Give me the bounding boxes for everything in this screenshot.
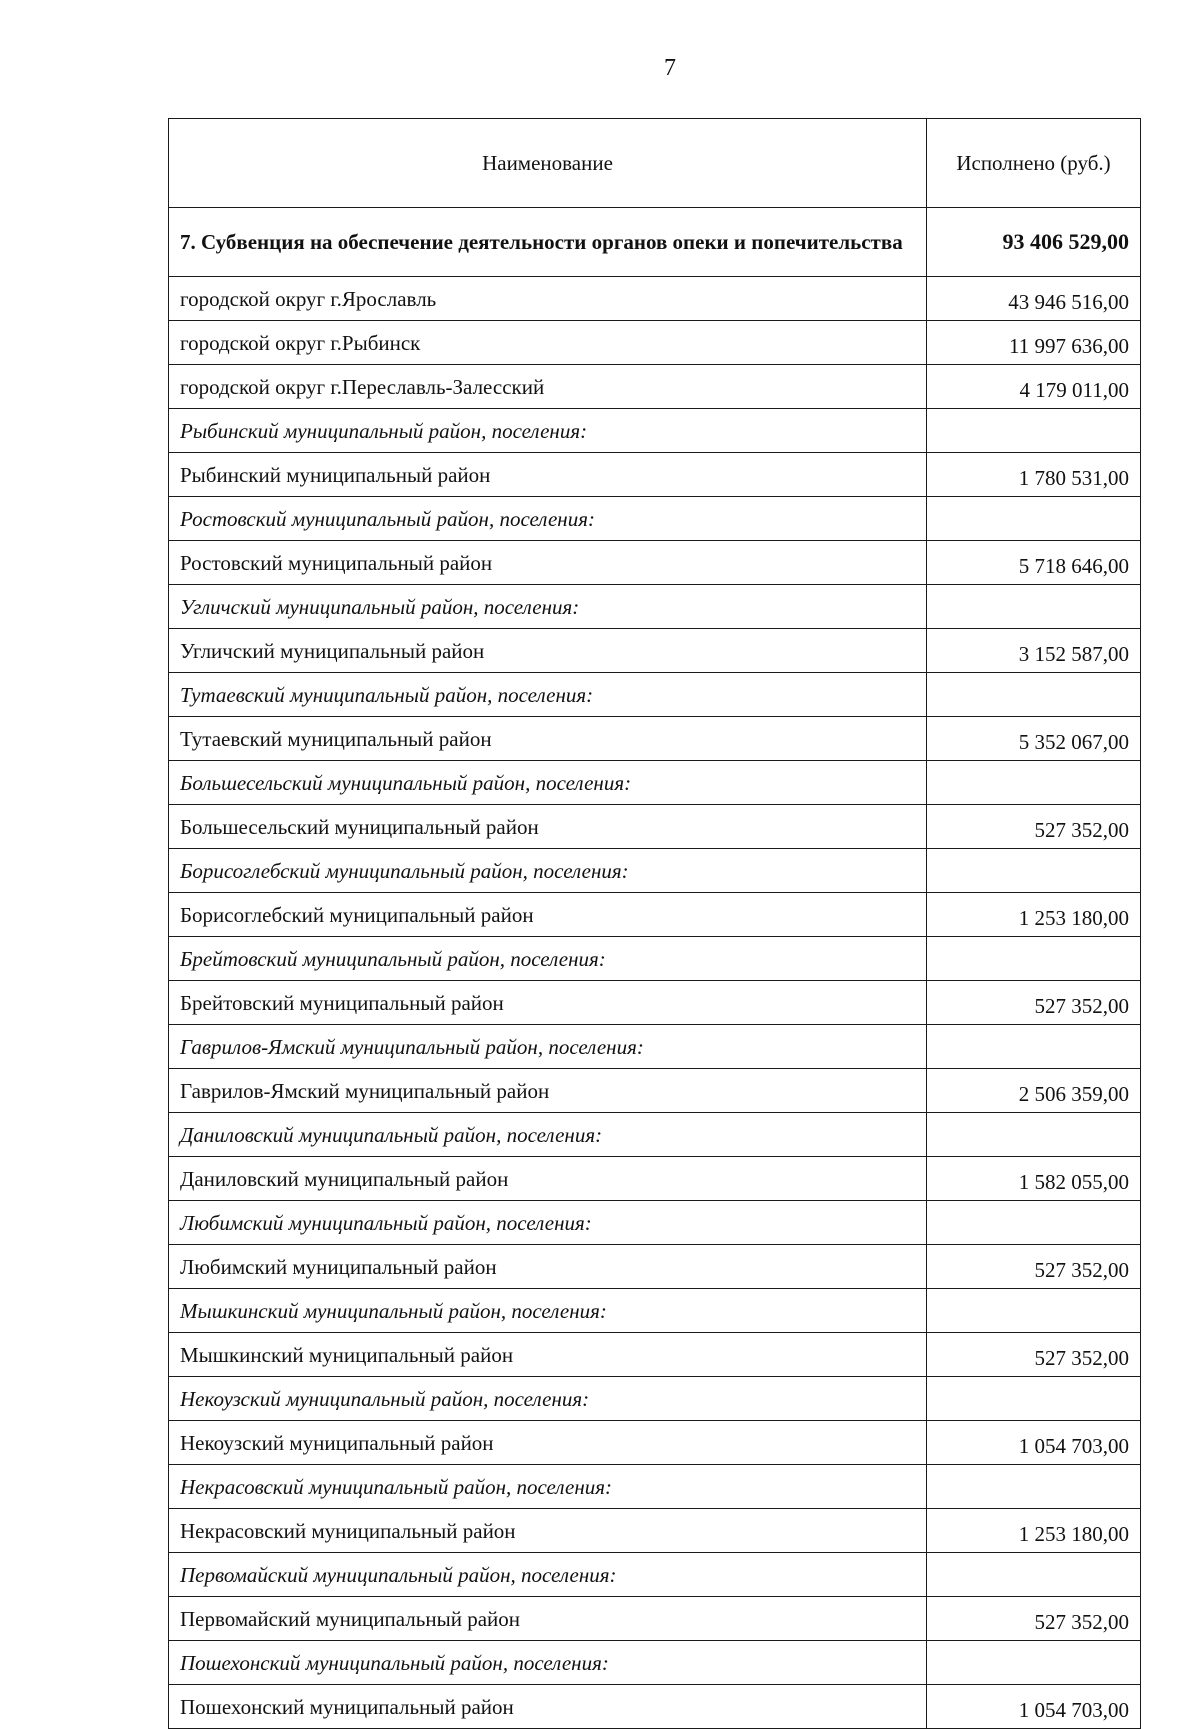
amount-cell: 3 152 587,00: [927, 629, 1141, 673]
amount-cell: 1 054 703,00: [927, 1685, 1141, 1729]
amount-cell: 11 997 636,00: [927, 321, 1141, 365]
table-row: [169, 1597, 1141, 1641]
district-name-cell: Большесельский муниципальный район: [169, 805, 927, 849]
table-row: [169, 1685, 1141, 1729]
amount-cell: [927, 585, 1141, 629]
district-name-cell: Некоузский муниципальный район: [169, 1421, 927, 1465]
group-heading-row: [169, 1201, 1141, 1245]
group-heading-cell: Ростовский муниципальный район, поселения:: [169, 497, 927, 541]
district-name-cell: Некрасовский муниципальный район: [169, 1509, 927, 1553]
group-heading-row: [169, 1465, 1141, 1509]
group-heading-cell: Некоузский муниципальный район, поселения:: [169, 1377, 927, 1421]
table-row: [169, 981, 1141, 1025]
section-title-cell: 7. Субвенция на обеспечение деятельности органов опеки и попечительства: [169, 208, 927, 277]
group-heading-row: [169, 1641, 1141, 1685]
amount-cell: 1 054 703,00: [927, 1421, 1141, 1465]
amount-cell: [927, 1201, 1141, 1245]
page-number: 7: [664, 55, 676, 81]
district-name-cell: городской округ г.Ярославль: [169, 277, 927, 321]
amount-cell: 1 582 055,00: [927, 1157, 1141, 1201]
group-heading-cell: Рыбинский муниципальный район, поселения:: [169, 409, 927, 453]
table-row: [169, 321, 1141, 365]
table-row: [169, 805, 1141, 849]
amount-cell: 1 253 180,00: [927, 1509, 1141, 1553]
amount-cell: [927, 937, 1141, 981]
group-heading-cell: Угличский муниципальный район, поселения:: [169, 585, 927, 629]
amount-cell: 2 506 359,00: [927, 1069, 1141, 1113]
amount-cell: 43 946 516,00: [927, 277, 1141, 321]
district-name-cell: городской округ г.Рыбинск: [169, 321, 927, 365]
execution-table: [168, 118, 1141, 1729]
amount-cell: [927, 673, 1141, 717]
group-heading-row: [169, 849, 1141, 893]
district-name-cell: Гаврилов-Ямский муниципальный район: [169, 1069, 927, 1113]
amount-cell: 5 352 067,00: [927, 717, 1141, 761]
amount-cell: [927, 1553, 1141, 1597]
district-name-cell: Борисоглебский муниципальный район: [169, 893, 927, 937]
amount-cell: [927, 1025, 1141, 1069]
amount-cell: [927, 1377, 1141, 1421]
amount-cell: 1 780 531,00: [927, 453, 1141, 497]
amount-cell: [927, 1289, 1141, 1333]
amount-cell: 5 718 646,00: [927, 541, 1141, 585]
table-row: [169, 1069, 1141, 1113]
group-heading-cell: Гаврилов-Ямский муниципальный район, поселения:: [169, 1025, 927, 1069]
table-row: [169, 541, 1141, 585]
district-name-cell: Ростовский муниципальный район: [169, 541, 927, 585]
district-name-cell: Любимский муниципальный район: [169, 1245, 927, 1289]
district-name-cell: городской округ г.Переславль-Залесский: [169, 365, 927, 409]
district-name-cell: Тутаевский муниципальный район: [169, 717, 927, 761]
group-heading-row: [169, 761, 1141, 805]
group-heading-cell: Тутаевский муниципальный район, поселения:: [169, 673, 927, 717]
table-row: [169, 1245, 1141, 1289]
table-row: [169, 1333, 1141, 1377]
amount-cell: 1 253 180,00: [927, 893, 1141, 937]
group-heading-row: [169, 1377, 1141, 1421]
amount-cell: [927, 761, 1141, 805]
group-heading-cell: Большесельский муниципальный район, поселения:: [169, 761, 927, 805]
amount-cell: 527 352,00: [927, 1597, 1141, 1641]
district-name-cell: Пошехонский муниципальный район: [169, 1685, 927, 1729]
group-heading-row: [169, 1113, 1141, 1157]
group-heading-row: [169, 1553, 1141, 1597]
group-heading-cell: Даниловский муниципальный район, поселения:: [169, 1113, 927, 1157]
amount-cell: [927, 1641, 1141, 1685]
district-name-cell: Даниловский муниципальный район: [169, 1157, 927, 1201]
table-row: [169, 453, 1141, 497]
table-row: [169, 1157, 1141, 1201]
amount-cell: [927, 1465, 1141, 1509]
group-heading-row: [169, 937, 1141, 981]
table-row: [169, 717, 1141, 761]
group-heading-cell: Мышкинский муниципальный район, поселения:: [169, 1289, 927, 1333]
table-row: [169, 629, 1141, 673]
table-header-row: [169, 119, 1141, 208]
table-row: [169, 277, 1141, 321]
district-name-cell: Брейтовский муниципальный район: [169, 981, 927, 1025]
amount-cell: [927, 1113, 1141, 1157]
table-body: [169, 119, 1141, 1729]
amount-cell: 527 352,00: [927, 981, 1141, 1025]
group-heading-row: [169, 409, 1141, 453]
group-heading-row: [169, 497, 1141, 541]
table-row: [169, 365, 1141, 409]
district-name-cell: Мышкинский муниципальный район: [169, 1333, 927, 1377]
table-row: [169, 1509, 1141, 1553]
district-name-cell: Угличский муниципальный район: [169, 629, 927, 673]
header-name-cell: Наименование: [169, 119, 927, 208]
group-heading-row: [169, 673, 1141, 717]
table-row: [169, 893, 1141, 937]
group-heading-cell: Первомайский муниципальный район, поселения:: [169, 1553, 927, 1597]
amount-cell: 527 352,00: [927, 1245, 1141, 1289]
amount-cell: 4 179 011,00: [927, 365, 1141, 409]
group-heading-row: [169, 1289, 1141, 1333]
amount-cell: [927, 497, 1141, 541]
section-total-cell: 93 406 529,00: [927, 208, 1141, 277]
group-heading-cell: Брейтовский муниципальный район, поселения:: [169, 937, 927, 981]
group-heading-cell: Некрасовский муниципальный район, поселения:: [169, 1465, 927, 1509]
section-title-row: [169, 208, 1141, 277]
amount-cell: 527 352,00: [927, 1333, 1141, 1377]
header-value-cell: Исполнено (руб.): [927, 119, 1141, 208]
district-name-cell: Первомайский муниципальный район: [169, 1597, 927, 1641]
group-heading-row: [169, 585, 1141, 629]
amount-cell: 527 352,00: [927, 805, 1141, 849]
table-row: [169, 1421, 1141, 1465]
group-heading-cell: Пошехонский муниципальный район, поселения:: [169, 1641, 927, 1685]
amount-cell: [927, 409, 1141, 453]
district-name-cell: Рыбинский муниципальный район: [169, 453, 927, 497]
group-heading-cell: Борисоглебский муниципальный район, поселения:: [169, 849, 927, 893]
amount-cell: [927, 849, 1141, 893]
group-heading-row: [169, 1025, 1141, 1069]
group-heading-cell: Любимский муниципальный район, поселения:: [169, 1201, 927, 1245]
